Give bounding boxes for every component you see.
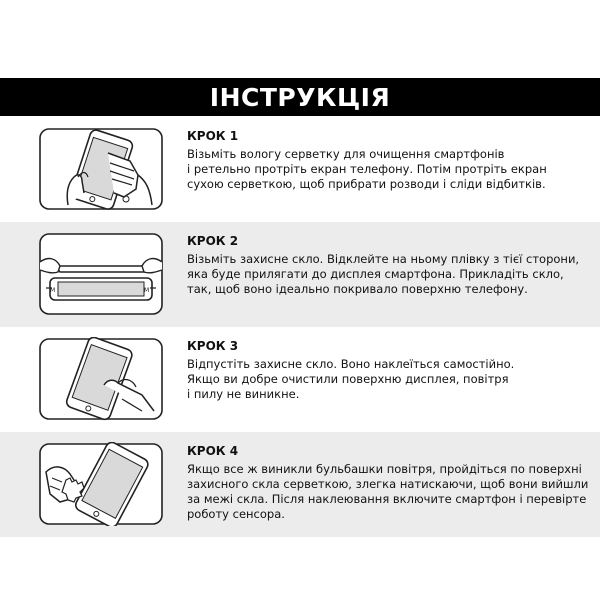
- svg-text:M: M: [144, 287, 150, 294]
- step-3: [0, 327, 600, 432]
- step-4-line-3: за межі скла. Після наклеювання включите смартфон і перевірте: [187, 492, 587, 506]
- step-1-line-3: сухою серветкою, щоб прибрати розводи і сліди відбитків.: [187, 177, 546, 191]
- svg-text:M: M: [50, 287, 56, 294]
- step-4: [0, 432, 600, 537]
- step-3-line-3: і пилу не виникне.: [187, 387, 300, 401]
- step-1: [0, 117, 600, 222]
- step-2-line-2: яка буде прилягати до дисплея смартфона. Прикладіть скло,: [187, 267, 564, 281]
- step-4-heading: КРОК 4: [187, 444, 239, 458]
- step-2: [0, 222, 600, 327]
- step-2-line-3: так, щоб воно ідеально покривало поверхню телефону.: [187, 282, 528, 296]
- step-2-text: [187, 234, 587, 297]
- hand-wiping-phone-icon: [38, 127, 164, 211]
- step-4-line-4: роботу сенсора.: [187, 507, 285, 521]
- step-1-line-2: і ретельно протріть екран телефону. Потім протріть екран: [187, 162, 547, 176]
- step-3-line-2: Якщо ви добре очистили поверхню дисплея, повітря: [187, 372, 509, 386]
- cloth-wipe-phone-icon: [38, 442, 164, 526]
- apply-glass-phone-icon: [38, 232, 164, 316]
- step-1-heading: КРОК 1: [187, 129, 239, 143]
- step-3-text: [187, 339, 587, 402]
- page-title: ІНСТРУКЦІЯ: [209, 82, 391, 112]
- step-2-heading: КРОК 2: [187, 234, 239, 248]
- step-3-line-1: Відпустіть захисне скло. Воно наклеїться самостійно.: [187, 357, 515, 371]
- step-4-line-2: захисного скла серветкою, злегка натискаючи, щоб вони вийшли: [187, 477, 589, 491]
- step-4-line-1: Якщо все ж виникли бульбашки повітря, пройдіться по поверхні: [187, 462, 582, 476]
- step-1-line-1: Візьміть вологу серветку для очищення смартфонів: [187, 147, 505, 161]
- finger-press-phone-icon: [38, 337, 164, 421]
- step-3-heading: КРОК 3: [187, 339, 239, 353]
- step-4-text: [187, 444, 587, 522]
- step-2-line-1: Візьміть захисне скло. Відклейте на ньому плівку з тієї сторони,: [187, 252, 580, 266]
- step-1-text: [187, 129, 587, 192]
- header-banner: [0, 78, 600, 116]
